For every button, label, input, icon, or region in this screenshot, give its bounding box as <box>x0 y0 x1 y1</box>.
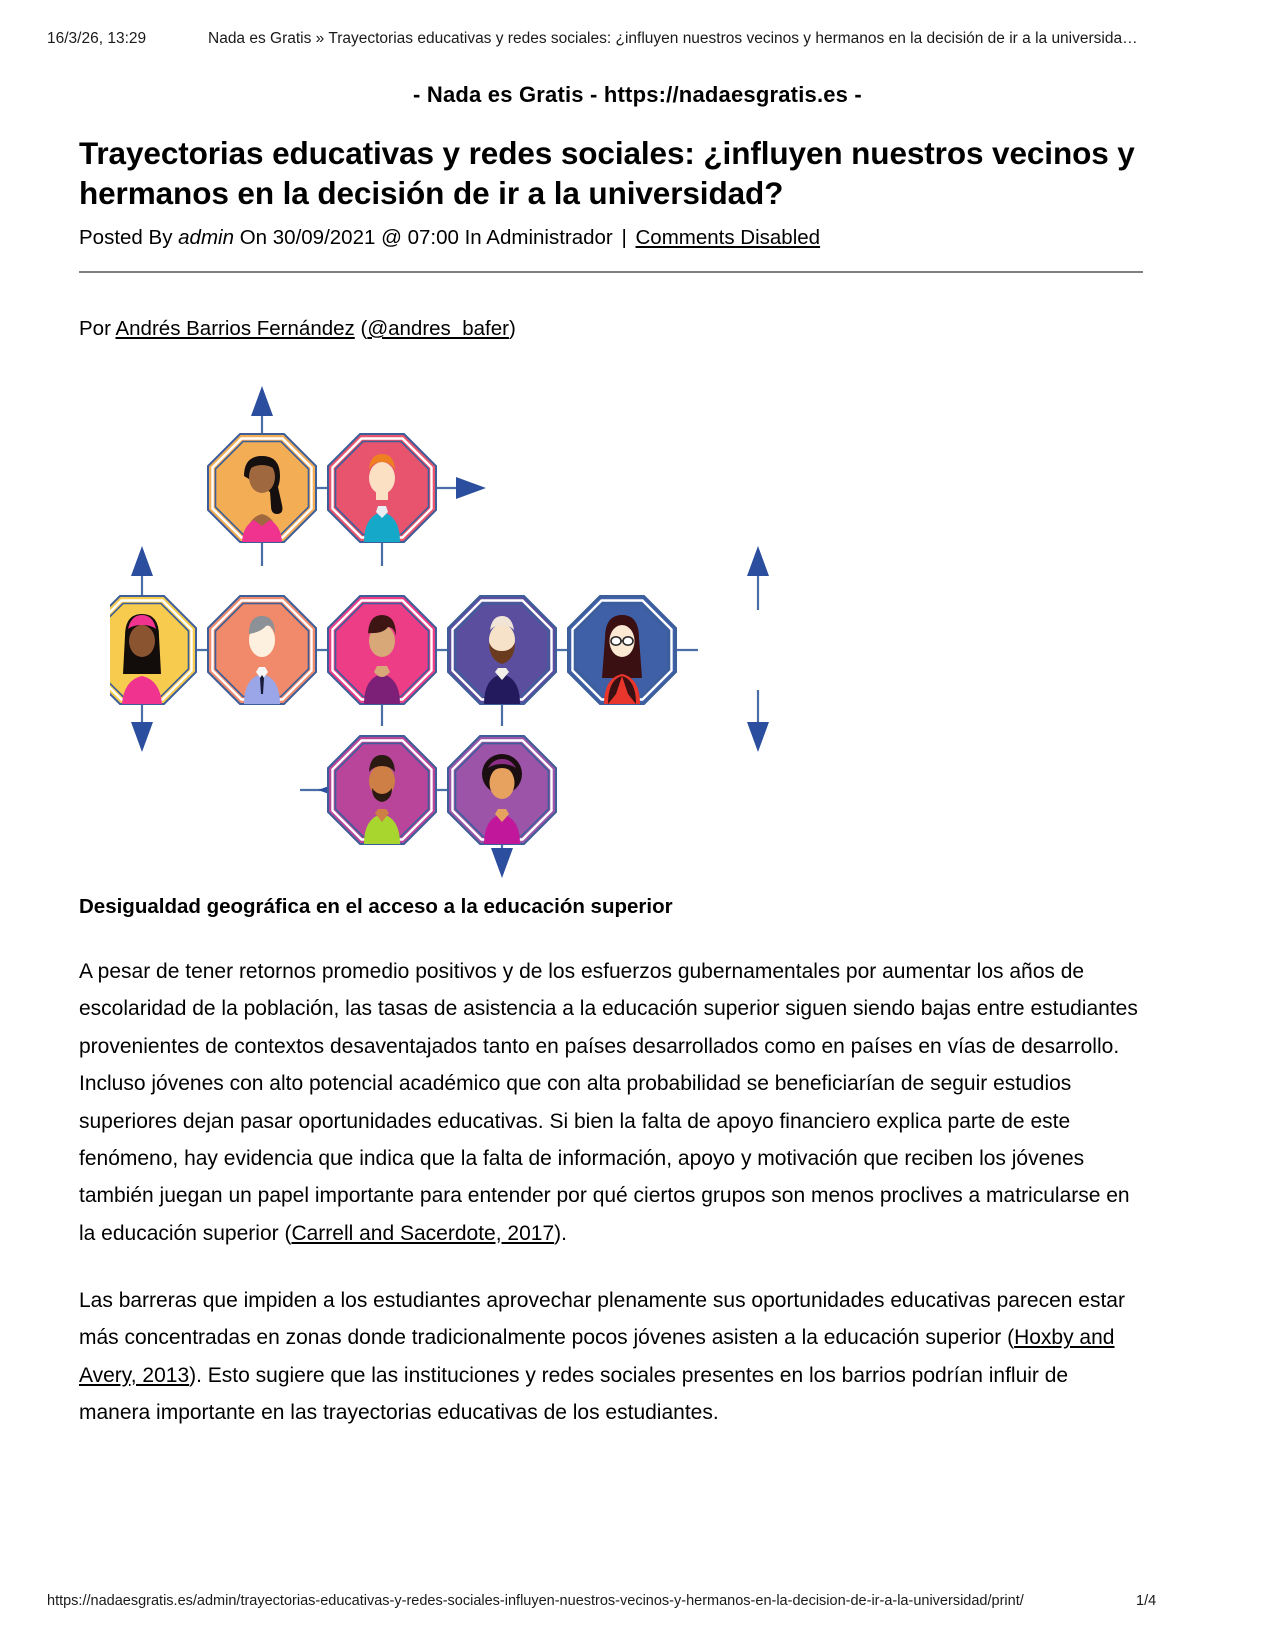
meta-author: admin <box>178 225 234 249</box>
print-header-date: 16/3/26, 13:29 <box>47 30 147 47</box>
arrow-down-bottom <box>491 848 513 878</box>
paragraph-2-text-after: ). Esto sugiere que las instituciones y redes sociales presentes en los barrios podrían influir de manera importante en las trayectorias educativas de los estudiantes. <box>79 1363 1069 1425</box>
section-heading: Desigualdad geográfica en el acceso a la educación superior <box>79 895 673 918</box>
byline-handle-link[interactable]: @andres_bafer <box>367 317 509 340</box>
site-banner: - Nada es Gratis - https://nadaesgratis.es - <box>413 82 862 107</box>
arrow-down-left <box>131 722 153 752</box>
arrow-down-right <box>747 722 769 752</box>
network-node-top-right[interactable] <box>328 434 436 542</box>
posted-by-label: Posted By <box>79 225 173 249</box>
network-node-mid-5[interactable] <box>568 596 676 704</box>
print-footer-page-number: 1/4 <box>1136 1593 1157 1609</box>
byline <box>79 317 516 341</box>
meta-time: 07:00 <box>407 225 459 249</box>
network-node-mid-3[interactable] <box>328 596 436 704</box>
citation-link-carrell-sacerdote[interactable]: Carrell and Sacerdote, 2017 <box>291 1221 555 1245</box>
avatar-woman-glasses <box>602 615 642 704</box>
header-divider <box>79 271 1143 273</box>
network-node-mid-1[interactable] <box>110 596 196 704</box>
print-header-title: Nada es Gratis » Trayectorias educativas y redes sociales: ¿influyen nuestros vecinos y hermanos en la decisión de ir a la universida… <box>208 30 1138 47</box>
social-network-figure <box>110 378 800 878</box>
citation-link-hoxby-avery[interactable]: Hoxby and Avery, 2013 <box>79 1326 1115 1387</box>
print-footer-url: https://nadaesgratis.es/admin/trayectorias-educativas-y-redes-sociales-influyen-nuestros-vecinos-y-hermanos-en-la-decision-de-ir-a-la-universidad/print/ <box>47 1593 1024 1609</box>
byline-prefix: Por <box>79 317 111 340</box>
network-node-bottom-right[interactable] <box>448 736 556 844</box>
network-node-top-left[interactable] <box>208 434 316 542</box>
byline-author-link[interactable]: Andrés Barrios Fernández <box>115 317 355 340</box>
meta-category: Administrador <box>486 225 613 249</box>
social-network-diagram <box>110 378 800 878</box>
page-title: Trayectorias educativas y redes sociales: ¿influyen nuestros vecinos y hermanos en la decisión de ir a la universidad? <box>79 135 1135 212</box>
paragraph-1-text-before: A pesar de tener retornos promedio positivos y de los esfuerzos gubernamentales por aumentar los años de escolaridad de la población, las tasas de asistencia a la educación superior siguen siendo bajas entre estudiantes provenientes de contextos desaventajados tanto en países desarrollados como en países en vías de desarrollo. Incluso jóvenes con alto potencial académico que con alta probabilidad se beneficiarían de seguir estudios superiores dejan pasar oportunidades educativas. Si bien la falta de apoyo financiero explica parte de este fenómeno, hay evidencia que indica que la falta de información, apoyo y motivación que reciben los jóvenes también juegan un papel importante para entender por qué ciertos grupos son menos proclives a matricularse en la educación superior ( <box>79 960 1138 1245</box>
article-meta <box>79 224 1143 252</box>
on-label: On <box>239 225 268 249</box>
network-node-mid-2[interactable] <box>208 596 316 704</box>
paragraph-2-text-before: Las barreras que impiden a los estudiantes aprovechar plenamente sus oportunidades educativas parecen estar más concentradas en zonas donde tradicionalmente pocos jóvenes asisten a la educación superior ( <box>79 1289 1125 1350</box>
paragraph-1-text-after: ). <box>554 1221 567 1245</box>
byline-open-paren: ( <box>360 317 368 340</box>
print-footer <box>0 1593 1275 1613</box>
print-header <box>0 30 1275 52</box>
avatar-woman-pink-headband <box>122 614 162 704</box>
arrow-up-left <box>131 546 153 576</box>
comments-disabled-link[interactable]: Comments Disabled <box>635 225 821 249</box>
network-node-mid-4[interactable] <box>448 596 556 704</box>
in-label: In <box>464 225 482 249</box>
meta-date: 30/09/2021 <box>272 225 376 249</box>
arrow-up-top-left <box>251 386 273 416</box>
arrow-up-right <box>747 546 769 576</box>
meta-at-symbol: @ <box>381 225 402 249</box>
meta-separator: | <box>621 225 627 249</box>
article-header <box>79 133 1143 251</box>
arrow-right-top-right <box>456 477 486 499</box>
article-body <box>79 895 1143 1462</box>
paragraph-1 <box>79 953 1143 1252</box>
byline-close-paren: ) <box>508 317 516 340</box>
network-node-bottom-left[interactable] <box>328 736 436 844</box>
paragraph-2 <box>79 1282 1143 1432</box>
